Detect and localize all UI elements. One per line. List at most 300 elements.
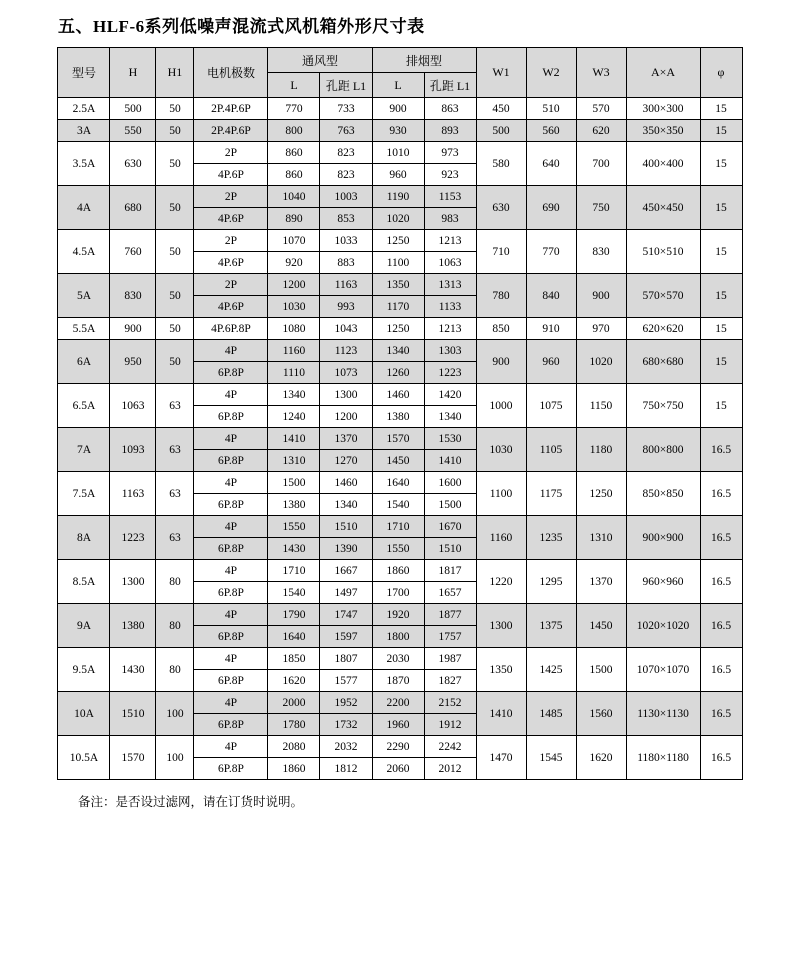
cell-smoke-hole: 863	[424, 98, 476, 120]
cell-smoke-l: 1550	[372, 538, 424, 560]
cell-phi: 16.5	[700, 736, 742, 780]
cell-h: 680	[110, 186, 156, 230]
cell-w2: 1485	[526, 692, 576, 736]
cell-vent-hole: 1807	[320, 648, 372, 670]
cell-phi: 16.5	[700, 648, 742, 692]
cell-smoke-l: 1450	[372, 450, 424, 472]
cell-axa: 900×900	[626, 516, 700, 560]
table-row	[58, 230, 742, 252]
header-w2: W2	[526, 48, 576, 98]
cell-smoke-l: 1350	[372, 274, 424, 296]
cell-h1: 63	[156, 384, 194, 428]
cell-smoke-hole: 2242	[424, 736, 476, 758]
cell-axa: 1070×1070	[626, 648, 700, 692]
cell-vent-hole: 853	[320, 208, 372, 230]
table-row	[58, 142, 742, 164]
table-row	[58, 692, 742, 714]
cell-smoke-hole: 1500	[424, 494, 476, 516]
cell-axa: 400×400	[626, 142, 700, 186]
cell-smoke-hole: 1223	[424, 362, 476, 384]
cell-vent-l: 1240	[268, 406, 320, 428]
cell-smoke-l: 1260	[372, 362, 424, 384]
cell-phi: 15	[700, 98, 742, 120]
cell-model: 10A	[58, 692, 110, 736]
cell-smoke-l: 2060	[372, 758, 424, 780]
cell-w2: 1075	[526, 384, 576, 428]
cell-vent-hole: 2032	[320, 736, 372, 758]
cell-axa: 350×350	[626, 120, 700, 142]
cell-phi: 16.5	[700, 604, 742, 648]
cell-h: 1300	[110, 560, 156, 604]
cell-h: 830	[110, 274, 156, 318]
cell-vent-hole: 1577	[320, 670, 372, 692]
header-smoke-hole: 孔距 L1	[424, 73, 476, 98]
table-row	[58, 648, 742, 670]
cell-w2: 1295	[526, 560, 576, 604]
cell-phi: 15	[700, 340, 742, 384]
cell-pole: 6P.8P	[194, 406, 268, 428]
cell-smoke-hole: 1827	[424, 670, 476, 692]
cell-vent-l: 1040	[268, 186, 320, 208]
header-w1: W1	[476, 48, 526, 98]
cell-axa: 620×620	[626, 318, 700, 340]
cell-phi: 16.5	[700, 428, 742, 472]
cell-w3: 1370	[576, 560, 626, 604]
cell-h: 500	[110, 98, 156, 120]
table-row	[58, 428, 742, 450]
cell-vent-l: 890	[268, 208, 320, 230]
cell-h: 1430	[110, 648, 156, 692]
cell-vent-l: 1860	[268, 758, 320, 780]
cell-vent-hole: 1370	[320, 428, 372, 450]
cell-w3: 1450	[576, 604, 626, 648]
cell-model: 5.5A	[58, 318, 110, 340]
cell-w1: 1350	[476, 648, 526, 692]
table-row	[58, 736, 742, 758]
cell-smoke-hole: 1877	[424, 604, 476, 626]
cell-h: 1063	[110, 384, 156, 428]
cell-vent-l: 800	[268, 120, 320, 142]
cell-w2: 1105	[526, 428, 576, 472]
cell-w3: 970	[576, 318, 626, 340]
cell-pole: 4P	[194, 516, 268, 538]
cell-pole: 6P.8P	[194, 626, 268, 648]
cell-pole: 4P.6P	[194, 208, 268, 230]
cell-vent-hole: 1163	[320, 274, 372, 296]
cell-w3: 1560	[576, 692, 626, 736]
table-row	[58, 120, 742, 142]
cell-smoke-l: 1250	[372, 230, 424, 252]
cell-model: 6A	[58, 340, 110, 384]
cell-phi: 15	[700, 142, 742, 186]
cell-vent-hole: 1597	[320, 626, 372, 648]
cell-model: 10.5A	[58, 736, 110, 780]
cell-vent-l: 2000	[268, 692, 320, 714]
cell-smoke-hole: 1510	[424, 538, 476, 560]
cell-h1: 50	[156, 186, 194, 230]
cell-w2: 640	[526, 142, 576, 186]
page-title: 五、HLF-6系列低噪声混流式风机箱外形尺寸表	[58, 17, 425, 36]
table-row	[58, 472, 742, 494]
cell-vent-hole: 1003	[320, 186, 372, 208]
cell-phi: 15	[700, 384, 742, 428]
cell-model: 3.5A	[58, 142, 110, 186]
cell-pole: 4P	[194, 692, 268, 714]
cell-smoke-hole: 1213	[424, 318, 476, 340]
cell-phi: 15	[700, 274, 742, 318]
cell-h1: 63	[156, 516, 194, 560]
cell-smoke-hole: 1303	[424, 340, 476, 362]
cell-h1: 50	[156, 98, 194, 120]
table-row	[58, 384, 742, 406]
cell-w2: 1545	[526, 736, 576, 780]
cell-axa: 680×680	[626, 340, 700, 384]
cell-smoke-hole: 1757	[424, 626, 476, 648]
cell-smoke-hole: 1313	[424, 274, 476, 296]
cell-smoke-l: 1170	[372, 296, 424, 318]
cell-h1: 80	[156, 604, 194, 648]
cell-smoke-l: 1100	[372, 252, 424, 274]
cell-vent-hole: 1073	[320, 362, 372, 384]
header-group-smoke: 排烟型	[372, 48, 476, 73]
cell-pole: 6P.8P	[194, 362, 268, 384]
cell-pole: 2P	[194, 274, 268, 296]
cell-vent-hole: 1812	[320, 758, 372, 780]
cell-w1: 1160	[476, 516, 526, 560]
cell-model: 7A	[58, 428, 110, 472]
cell-h: 760	[110, 230, 156, 274]
cell-h1: 80	[156, 648, 194, 692]
cell-smoke-hole: 2152	[424, 692, 476, 714]
cell-smoke-l: 930	[372, 120, 424, 142]
cell-h: 630	[110, 142, 156, 186]
cell-smoke-l: 1250	[372, 318, 424, 340]
cell-vent-hole: 1200	[320, 406, 372, 428]
header-h1: H1	[156, 48, 194, 98]
cell-h1: 50	[156, 142, 194, 186]
cell-w1: 780	[476, 274, 526, 318]
cell-h1: 50	[156, 230, 194, 274]
cell-w1: 710	[476, 230, 526, 274]
cell-model: 8A	[58, 516, 110, 560]
cell-pole: 2P.4P.6P	[194, 98, 268, 120]
cell-smoke-l: 1540	[372, 494, 424, 516]
cell-smoke-hole: 983	[424, 208, 476, 230]
table-row	[58, 604, 742, 626]
cell-h1: 50	[156, 120, 194, 142]
cell-vent-l: 1780	[268, 714, 320, 736]
cell-pole: 4P	[194, 384, 268, 406]
header-vent-l: L	[268, 73, 320, 98]
cell-w2: 840	[526, 274, 576, 318]
table-body	[58, 98, 742, 780]
cell-smoke-l: 1700	[372, 582, 424, 604]
cell-vent-hole: 1390	[320, 538, 372, 560]
cell-smoke-l: 1920	[372, 604, 424, 626]
cell-w2: 1175	[526, 472, 576, 516]
cell-smoke-l: 1710	[372, 516, 424, 538]
cell-smoke-hole: 2012	[424, 758, 476, 780]
cell-smoke-l: 1960	[372, 714, 424, 736]
cell-h: 550	[110, 120, 156, 142]
cell-pole: 6P.8P	[194, 538, 268, 560]
cell-pole: 2P	[194, 142, 268, 164]
cell-phi: 15	[700, 120, 742, 142]
cell-pole: 2P.4P.6P	[194, 120, 268, 142]
cell-vent-hole: 1667	[320, 560, 372, 582]
table-row	[58, 318, 742, 340]
cell-h: 1093	[110, 428, 156, 472]
cell-smoke-l: 1460	[372, 384, 424, 406]
cell-vent-l: 2080	[268, 736, 320, 758]
cell-vent-l: 1620	[268, 670, 320, 692]
cell-vent-l: 1110	[268, 362, 320, 384]
cell-pole: 4P	[194, 604, 268, 626]
cell-model: 5A	[58, 274, 110, 318]
cell-axa: 1130×1130	[626, 692, 700, 736]
cell-pole: 4P	[194, 428, 268, 450]
cell-w2: 510	[526, 98, 576, 120]
cell-w1: 900	[476, 340, 526, 384]
cell-model: 4A	[58, 186, 110, 230]
cell-pole: 2P	[194, 186, 268, 208]
header-axa: A×A	[626, 48, 700, 98]
cell-axa: 510×510	[626, 230, 700, 274]
cell-smoke-l: 1870	[372, 670, 424, 692]
header-h: H	[110, 48, 156, 98]
cell-axa: 1020×1020	[626, 604, 700, 648]
cell-vent-hole: 1497	[320, 582, 372, 604]
cell-w2: 960	[526, 340, 576, 384]
cell-w1: 1300	[476, 604, 526, 648]
cell-pole: 4P	[194, 472, 268, 494]
header-w3: W3	[576, 48, 626, 98]
cell-vent-l: 1030	[268, 296, 320, 318]
cell-vent-hole: 1300	[320, 384, 372, 406]
cell-phi: 16.5	[700, 516, 742, 560]
cell-vent-hole: 823	[320, 164, 372, 186]
cell-smoke-hole: 1817	[424, 560, 476, 582]
cell-w3: 570	[576, 98, 626, 120]
cell-smoke-l: 1020	[372, 208, 424, 230]
cell-smoke-hole: 1530	[424, 428, 476, 450]
table-row	[58, 516, 742, 538]
cell-vent-l: 1850	[268, 648, 320, 670]
cell-h1: 50	[156, 318, 194, 340]
cell-pole: 6P.8P	[194, 582, 268, 604]
cell-w3: 700	[576, 142, 626, 186]
cell-w1: 580	[476, 142, 526, 186]
cell-vent-l: 1790	[268, 604, 320, 626]
cell-smoke-hole: 1213	[424, 230, 476, 252]
cell-pole: 2P	[194, 230, 268, 252]
cell-smoke-l: 2290	[372, 736, 424, 758]
cell-axa: 570×570	[626, 274, 700, 318]
cell-vent-hole: 1510	[320, 516, 372, 538]
cell-vent-hole: 1033	[320, 230, 372, 252]
table-row	[58, 560, 742, 582]
cell-axa: 800×800	[626, 428, 700, 472]
cell-w3: 1250	[576, 472, 626, 516]
cell-smoke-l: 1190	[372, 186, 424, 208]
cell-vent-l: 1710	[268, 560, 320, 582]
cell-pole: 4P	[194, 560, 268, 582]
cell-h1: 100	[156, 692, 194, 736]
cell-smoke-hole: 1912	[424, 714, 476, 736]
cell-pole: 4P	[194, 648, 268, 670]
cell-pole: 4P.6P.8P	[194, 318, 268, 340]
cell-w2: 560	[526, 120, 576, 142]
cell-model: 6.5A	[58, 384, 110, 428]
cell-h1: 63	[156, 472, 194, 516]
cell-vent-hole: 823	[320, 142, 372, 164]
cell-vent-l: 770	[268, 98, 320, 120]
cell-smoke-hole: 973	[424, 142, 476, 164]
cell-pole: 4P	[194, 736, 268, 758]
header-smoke-l: L	[372, 73, 424, 98]
cell-vent-l: 1070	[268, 230, 320, 252]
cell-w3: 750	[576, 186, 626, 230]
cell-vent-hole: 1952	[320, 692, 372, 714]
cell-smoke-l: 1640	[372, 472, 424, 494]
cell-pole: 6P.8P	[194, 450, 268, 472]
cell-smoke-hole: 923	[424, 164, 476, 186]
cell-axa: 300×300	[626, 98, 700, 120]
header-pole: 电机极数	[194, 48, 268, 98]
cell-h: 1510	[110, 692, 156, 736]
cell-pole: 6P.8P	[194, 714, 268, 736]
cell-h: 1570	[110, 736, 156, 780]
cell-w1: 850	[476, 318, 526, 340]
cell-vent-hole: 733	[320, 98, 372, 120]
cell-w3: 900	[576, 274, 626, 318]
cell-smoke-l: 900	[372, 98, 424, 120]
cell-model: 7.5A	[58, 472, 110, 516]
cell-smoke-hole: 1600	[424, 472, 476, 494]
cell-w3: 830	[576, 230, 626, 274]
cell-w1: 1470	[476, 736, 526, 780]
cell-w3: 1310	[576, 516, 626, 560]
cell-smoke-l: 2030	[372, 648, 424, 670]
cell-vent-hole: 1123	[320, 340, 372, 362]
header-vent-hole: 孔距 L1	[320, 73, 372, 98]
cell-pole: 4P.6P	[194, 252, 268, 274]
spec-table	[57, 47, 742, 780]
cell-w1: 500	[476, 120, 526, 142]
cell-model: 9A	[58, 604, 110, 648]
cell-vent-l: 1500	[268, 472, 320, 494]
cell-vent-l: 860	[268, 164, 320, 186]
cell-w3: 1180	[576, 428, 626, 472]
cell-smoke-l: 1380	[372, 406, 424, 428]
cell-w1: 1000	[476, 384, 526, 428]
cell-phi: 16.5	[700, 692, 742, 736]
cell-vent-hole: 993	[320, 296, 372, 318]
cell-pole: 4P	[194, 340, 268, 362]
cell-w2: 770	[526, 230, 576, 274]
cell-h1: 80	[156, 560, 194, 604]
cell-vent-hole: 1732	[320, 714, 372, 736]
cell-phi: 16.5	[700, 560, 742, 604]
cell-vent-l: 1340	[268, 384, 320, 406]
cell-smoke-hole: 1410	[424, 450, 476, 472]
cell-smoke-hole: 1987	[424, 648, 476, 670]
cell-smoke-hole: 1133	[424, 296, 476, 318]
cell-w2: 910	[526, 318, 576, 340]
cell-w3: 1020	[576, 340, 626, 384]
cell-vent-l: 1200	[268, 274, 320, 296]
cell-smoke-hole: 1063	[424, 252, 476, 274]
table-header-row-1	[58, 48, 742, 73]
cell-vent-l: 1550	[268, 516, 320, 538]
cell-h: 900	[110, 318, 156, 340]
header-group-ventilation: 通风型	[268, 48, 372, 73]
cell-smoke-hole: 1153	[424, 186, 476, 208]
cell-smoke-hole: 1420	[424, 384, 476, 406]
cell-w1: 630	[476, 186, 526, 230]
cell-w1: 450	[476, 98, 526, 120]
cell-model: 3A	[58, 120, 110, 142]
cell-axa: 960×960	[626, 560, 700, 604]
cell-pole: 4P.6P	[194, 296, 268, 318]
cell-pole: 6P.8P	[194, 494, 268, 516]
cell-axa: 850×850	[626, 472, 700, 516]
cell-model: 9.5A	[58, 648, 110, 692]
cell-w2: 1375	[526, 604, 576, 648]
cell-vent-l: 1160	[268, 340, 320, 362]
cell-vent-hole: 1747	[320, 604, 372, 626]
cell-model: 2.5A	[58, 98, 110, 120]
cell-h1: 50	[156, 274, 194, 318]
cell-w3: 1150	[576, 384, 626, 428]
cell-smoke-l: 1800	[372, 626, 424, 648]
cell-h1: 100	[156, 736, 194, 780]
cell-vent-hole: 1270	[320, 450, 372, 472]
cell-w1: 1100	[476, 472, 526, 516]
cell-smoke-hole: 893	[424, 120, 476, 142]
footnote: 备注：是否设过滤网，请在订货时说明。	[78, 795, 304, 809]
cell-smoke-hole: 1670	[424, 516, 476, 538]
cell-h: 950	[110, 340, 156, 384]
cell-vent-l: 1080	[268, 318, 320, 340]
table-row	[58, 186, 742, 208]
cell-vent-l: 1310	[268, 450, 320, 472]
cell-w2: 1425	[526, 648, 576, 692]
cell-vent-l: 860	[268, 142, 320, 164]
cell-h: 1163	[110, 472, 156, 516]
cell-smoke-l: 1340	[372, 340, 424, 362]
cell-w2: 1235	[526, 516, 576, 560]
cell-pole: 6P.8P	[194, 670, 268, 692]
document-page	[0, 12, 800, 968]
cell-model: 8.5A	[58, 560, 110, 604]
cell-vent-hole: 883	[320, 252, 372, 274]
cell-w3: 1620	[576, 736, 626, 780]
cell-vent-l: 1410	[268, 428, 320, 450]
cell-h: 1223	[110, 516, 156, 560]
cell-phi: 15	[700, 230, 742, 274]
header-model: 型号	[58, 48, 110, 98]
cell-phi: 16.5	[700, 472, 742, 516]
cell-vent-hole: 763	[320, 120, 372, 142]
cell-phi: 15	[700, 186, 742, 230]
cell-vent-hole: 1340	[320, 494, 372, 516]
table-row	[58, 340, 742, 362]
cell-w3: 1500	[576, 648, 626, 692]
cell-h1: 63	[156, 428, 194, 472]
cell-vent-l: 1380	[268, 494, 320, 516]
cell-vent-hole: 1043	[320, 318, 372, 340]
